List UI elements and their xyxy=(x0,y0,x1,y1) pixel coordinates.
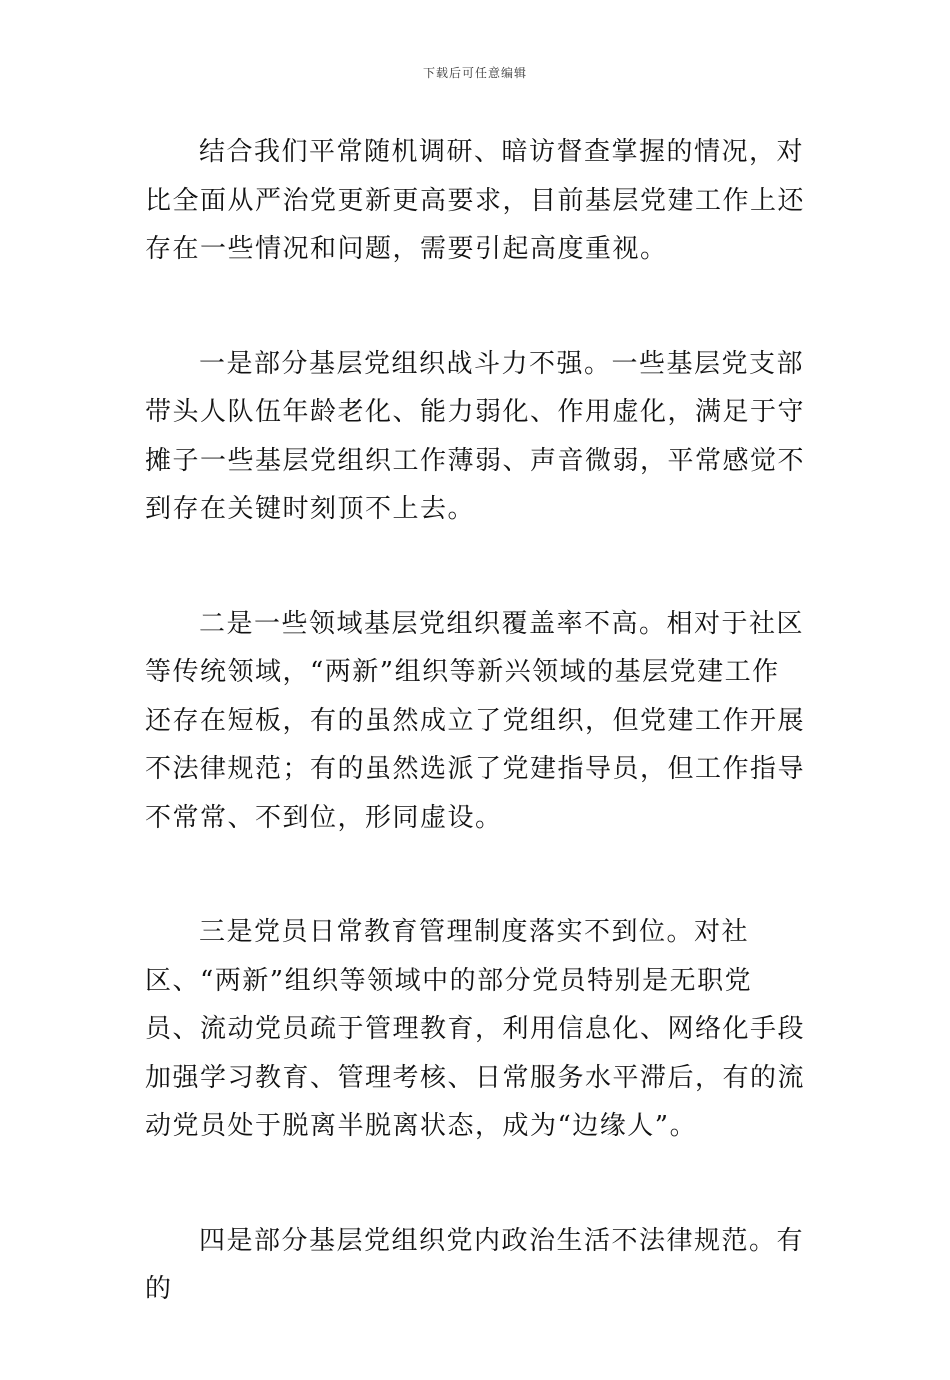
page-header-note: 下载后可任意编辑 xyxy=(422,66,527,80)
paragraph-intro: 结合我们平常随机调研、暗访督查掌握的情况，对比全面从严治党更新更高要求，目前基层党建工作上还存在一些情况和问题，需要引起高度重视。 xyxy=(145,137,806,264)
paragraph-point-three: 三是党员日常教育管理制度落实不到位。对社区、“两新”组织等领域中的部分党员特别是无职党员、流动党员疏于管理教育，利用信息化、网络化手段加强学习教育、管理考核、日常服务水平滞后，有的流动党员处于脱离半脱离状态，成为“边缘人”。 xyxy=(145,917,806,1141)
document-body xyxy=(145,128,805,1380)
paragraph-point-two: 二是一些领域基层党组织覆盖率不高。相对于社区等传统领域，“两新”组织等新兴领域的基层党建工作还存在短板，有的虽然成立了党组织，但党建工作开展不法律规范；有的虽然选派了党建指导员，但工作指导不常常、不到位，形同虚设。 xyxy=(145,608,806,833)
paragraph-point-one: 一是部分基层党组织战斗力不强。一些基层党支部带头人队伍年龄老化、能力弱化、作用虚化，满足于守摊子一些基层党组织工作薄弱、声音微弱，平常感觉不到存在关键时刻顶不上去。 xyxy=(145,348,806,524)
paragraph-point-four: 四是部分基层党组织党内政治生活不法律规范。有的 xyxy=(145,1225,805,1304)
